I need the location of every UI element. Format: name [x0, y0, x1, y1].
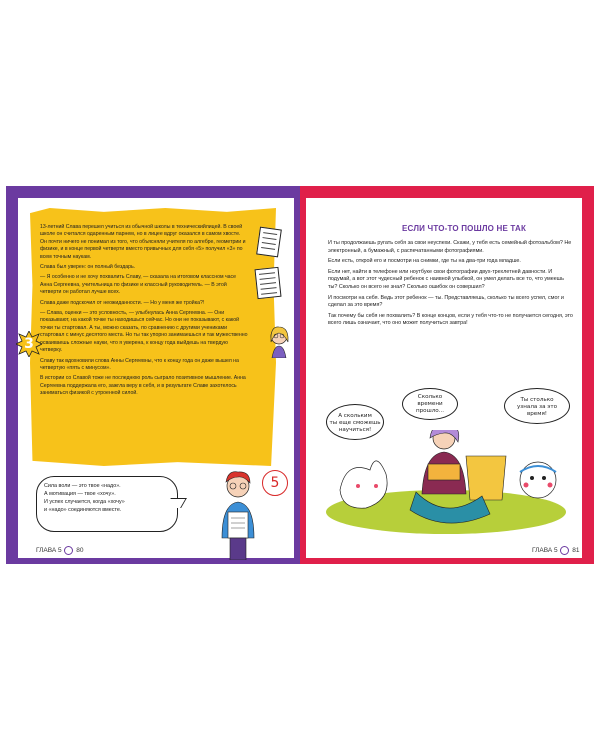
- page-number: 81: [572, 547, 580, 555]
- story-paragraph: Славу так вдохновили слова Анны Сергеевны, что к концу года он даже вышел на четвертую «пять с минусом».: [40, 357, 239, 371]
- page-number: 80: [76, 547, 84, 555]
- grade-five-label: 5: [270, 475, 280, 491]
- chapter-label: ГЛАВА 5: [36, 547, 62, 555]
- section-paragraph: Если нет, найти в телефоне или ноутбуке свои фотографии двух-трехлетней давности. И подумай, а вот этот чудесный ребенок с наивной улыбкой, он умел делать все то, что умеешь ты? Сколько он всего не знал? Сколько ошибок он совершил?: [328, 268, 564, 290]
- chapter-label: ГЛАВА 5: [532, 547, 558, 555]
- section-paragraph: И посмотри на себя. Ведь этот ребенок — ты. Представляешь, сколько ты всего успел, смог и сделал за это время?: [328, 294, 564, 309]
- speech-bubble-middle: Сколько времени прошло...: [402, 388, 458, 420]
- right-page-paper: [306, 198, 582, 558]
- grade-sheet-icon: [254, 267, 281, 299]
- section-title: ЕСЛИ ЧТО-ТО ПОШЛО НЕ ТАК: [402, 224, 527, 233]
- story-paragraph: — Я особенно и не хочу похвалить Славу, — сказала на итоговом классном часе Анна Сергеевна, учительница по физике и классный руководитель. — В этой четверти он работал лучше всех.: [40, 274, 237, 296]
- teacher-illustration: [264, 324, 294, 358]
- story-paragraph: Слава был уверен: он полный бездарь.: [40, 264, 136, 271]
- grade-three-badge: [16, 331, 42, 357]
- section-paragraph: Если есть, открой его и посмотри на снимки, где ты на два-три года младше.: [328, 258, 521, 265]
- grade-five-badge: [262, 470, 288, 496]
- story-paragraph: — Слава, оценки — это условность, — улыбнулась Анна Сергеевна. — Они показывают, на какой точке ты находишься сейчас. Но они не показывают, с какой точки ты стартовал. А ты, можно сказать, по сравнению с другими учениками стартовал с минус десятого места. Но ты так упорно занимаешься и так мужественно осваиваешь сложные науки, что я уверена, к концу года выйдешь на твердую четверку.: [40, 310, 248, 354]
- boy-illustration: [208, 468, 268, 560]
- chapter-circle-icon: [560, 546, 569, 555]
- chapter-circle-icon: [64, 546, 73, 555]
- girl-reading-illustration: [306, 430, 582, 540]
- grade-three-label: 3: [24, 336, 34, 352]
- story-paragraph: Слава даже подскочил от неожиданности. — Но у меня же тройка?!: [40, 299, 205, 306]
- section-text: [328, 240, 574, 331]
- section-paragraph: И ты продолжаешь ругать себя за свои неуспехи. Скажи, у тебя есть семейный фотоальбом? Не электронный, а бумажный, с распечатанными фотографиями.: [328, 240, 572, 254]
- willpower-quote: Сила воли — это твое «надо». А мотивация — твое «хочу». И успех случается, когда «хочу» и «надо» соединяются вместе.: [44, 483, 125, 513]
- story-paragraph: 13-летний Слава перешел учиться из обычной школы в техническийлицей. В своей школе он считался одаренным парнем, но в лицее вдруг оказался в самом хвосте. Он почти ничего не понимал из того, что объясняли учителя по алгебре, геометрии и физике, и в конце первой четверти вместо привычных для себя «5» получил «3» по всем точным наукам.: [40, 224, 246, 260]
- left-page: [6, 186, 300, 564]
- book-spread: [6, 186, 594, 564]
- left-page-footer: [36, 546, 84, 555]
- speech-bubble-right: Ты столько узнала за это время!: [504, 388, 570, 424]
- book-icon: [428, 464, 460, 480]
- speech-bubble-left: А скольким ты еще сможешь научиться!: [326, 404, 384, 440]
- left-page-paper: [18, 198, 294, 558]
- egg-character-illustration: [520, 462, 556, 498]
- grade-sheet-icon: [256, 227, 282, 258]
- right-page-footer: [532, 546, 580, 555]
- right-page: [300, 186, 594, 564]
- story-paragraph: В истории со Славой тоже не последнюю роль сыграло позитивное мышление. Анна Сергеевна поддержала его, зажгла веру в себя, и в результате Славе захотелось заниматься физикой с утроенной силой.: [40, 375, 246, 397]
- story-text: [40, 224, 248, 401]
- section-paragraph: Так почему бы себя не похвалить? В конце концов, если у тебя что-то не получается сегодня, это всего лишь означает, что оно может получиться завтра!: [328, 312, 573, 327]
